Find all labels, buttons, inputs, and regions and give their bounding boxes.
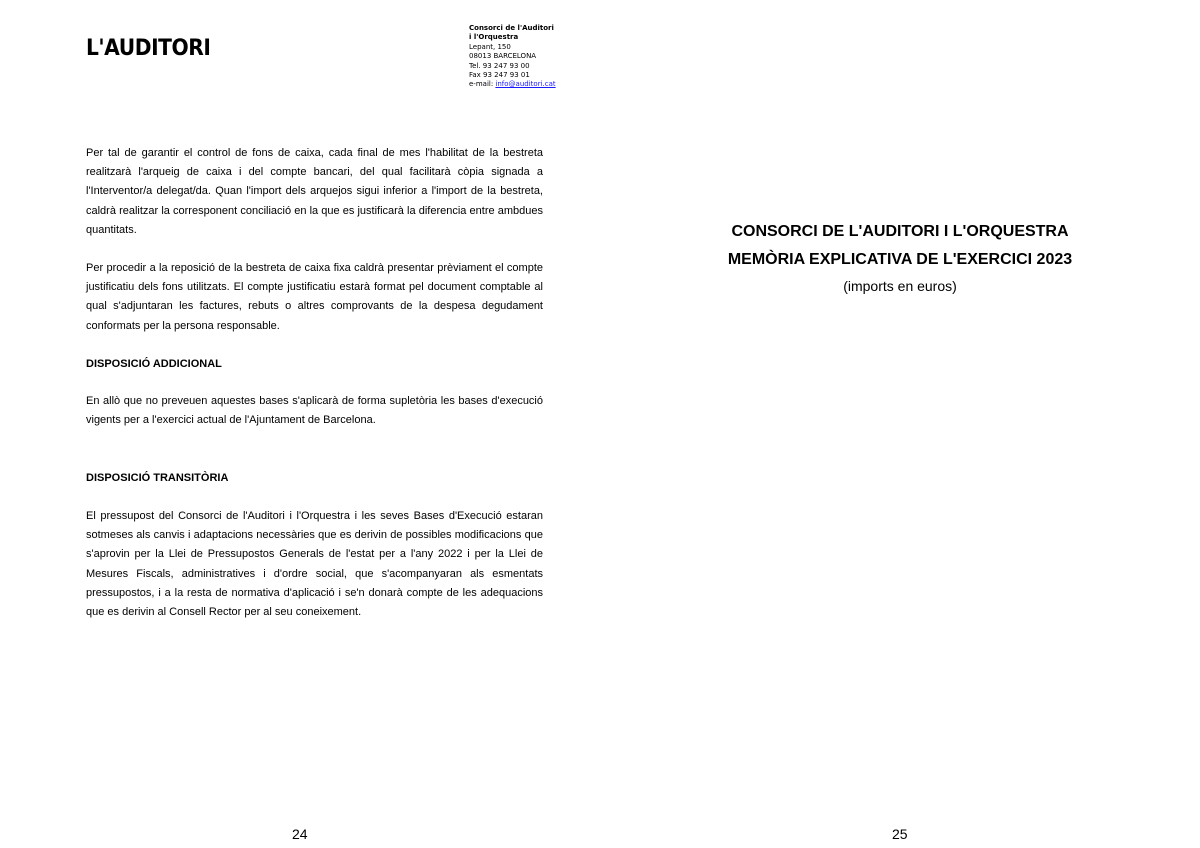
street: Lepant, 150 — [469, 42, 511, 51]
email-line — [469, 80, 556, 89]
subtitle: (imports en euros) — [843, 278, 957, 294]
org-name-line1: Consorci de l'Auditori — [469, 24, 554, 32]
right-page — [600, 0, 1200, 848]
page-number-left: 24 — [292, 826, 308, 842]
city: 08013 BARCELONA — [469, 52, 537, 61]
heading-transitional-provision: DISPOSICIÓ TRANSITÒRIA — [86, 472, 229, 484]
page-number-right: 25 — [892, 826, 908, 842]
paragraph-additional-provision: En allò que no preveuen aquestes bases s'aplicarà de forma supletòria les bases d'execució vigents per a l'exercici actual de l'Ajuntament de Barcelona. — [86, 395, 543, 427]
title-line-1: CONSORCI DE L'AUDITORI I L'ORQUESTRA — [731, 223, 1069, 240]
telephone: Tel. 93 247 93 00 — [469, 61, 530, 70]
org-name-line2: i l'Orquestra — [469, 33, 519, 42]
auditori-logo: L'AUDITORI — [86, 36, 211, 61]
heading-additional-provision: DISPOSICIÓ ADDICIONAL — [86, 358, 222, 370]
paragraph-cash-replenishment: Per procedir a la reposició de la bestreta de caixa fixa caldrà presentar prèviament el compte justificatiu dels fons utilitzats. El compte justificatiu estarà format pel document comptable al qual s'adjuntaran les factures, rebuts o altres comprovants de la despesa degudament conformats per la persona responsable. — [86, 262, 543, 332]
paragraph-transitional-provision: El pressupost del Consorci de l'Auditori i l'Orquestra i les seves Bases d'Execució estaran sotmeses als canvis i adaptacions necessàries que es derivin de possibles modificacions que s'aprovin per la Llei de Pressupostos Generals de l'estat per a l'any 2022 i per la Llei de Mesures Fiscals, administratives i d'ordre social, que s'acompanyaran als esmentats pressupostos, i a la resta de normativa d'aplicació i se'n donarà compte de les adequacions que es derivin al Consell Rector per al seu coneixement. — [86, 510, 543, 619]
email-label: e-mail: — [469, 80, 496, 89]
fax: Fax 93 247 93 01 — [469, 71, 530, 80]
address-block — [469, 24, 556, 90]
title-line-2: MEMÒRIA EXPLICATIVA DE L'EXERCICI 2023 — [727, 251, 1073, 268]
paragraph-cash-control: Per tal de garantir el control de fons de caixa, cada final de mes l'habilitat de la bestreta realitzarà l'arqueig de caixa i del compte bancari, del qual facilitarà còpia signada a l'Interventor/a delegat/da. Quan l'import dels arquejos sigui inferior a l'import de la bestreta, caldrà realitzar la corresponent conciliació en la que es justificarà la diferencia entre ambdues quantitats. — [86, 147, 543, 236]
email-link[interactable]: info@auditori.cat — [495, 80, 556, 89]
title-block — [600, 218, 1200, 296]
